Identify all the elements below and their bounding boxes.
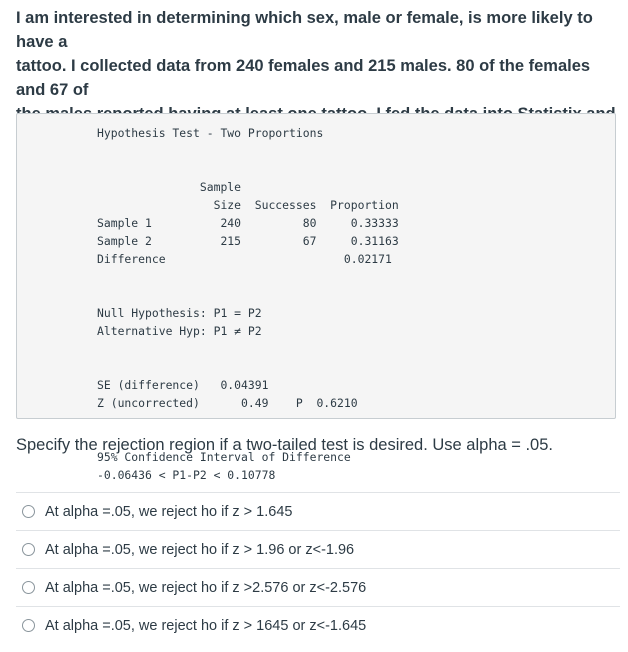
answer-label: At alpha =.05, we reject ho if z > 1645 or z<-1.645 [45,617,367,634]
printout-line: Null Hypothesis: P1 = P2 [97,306,262,320]
radio-button[interactable] [22,581,35,594]
printout-line: Size Successes Proportion [97,198,399,212]
question-line: I am interested in determining which sex, male or female, is more likely to have a [16,9,593,51]
printout-line: Sample 1 240 80 0.33333 [97,216,399,230]
answer-option-1[interactable] [16,492,620,530]
printout-line: Alternative Hyp: P1 ≠ P2 [97,324,262,338]
printout-text [97,124,399,484]
radio-button[interactable] [22,619,35,632]
answer-option-3[interactable] [16,568,620,606]
answer-label: At alpha =.05, we reject ho if z > 1.645 [45,503,293,520]
question-line: tattoo. I collected data from 240 females and 215 males. 80 of the females and 67 of [16,57,591,99]
answer-label: At alpha =.05, we reject ho if z > 1.96 or z<-1.96 [45,541,355,558]
printout-line: -0.06436 < P1-P2 < 0.10778 [97,468,276,482]
printout-line: Sample 2 215 67 0.31163 [97,234,399,248]
printout-line: Sample [97,180,242,194]
printout-line: SE (difference) 0.04391 [97,378,269,392]
printout-line: 95% Confidence Interval of Difference [97,450,351,464]
printout-line: Hypothesis Test - Two Proportions [97,126,324,140]
answer-option-2[interactable] [16,530,620,568]
radio-button[interactable] [22,505,35,518]
printout-line: Z (uncorrected) 0.49 P 0.6210 [97,396,358,410]
radio-button[interactable] [22,543,35,556]
printout-line: Difference 0.02171 [97,252,392,266]
prompt-text: Specify the rejection region if a two-tailed test is desired. Use alpha = .05. [16,436,553,454]
answer-list [16,492,620,644]
answer-label: At alpha =.05, we reject ho if z >2.576 or z<-2.576 [45,579,367,596]
answer-option-4[interactable] [16,606,620,644]
